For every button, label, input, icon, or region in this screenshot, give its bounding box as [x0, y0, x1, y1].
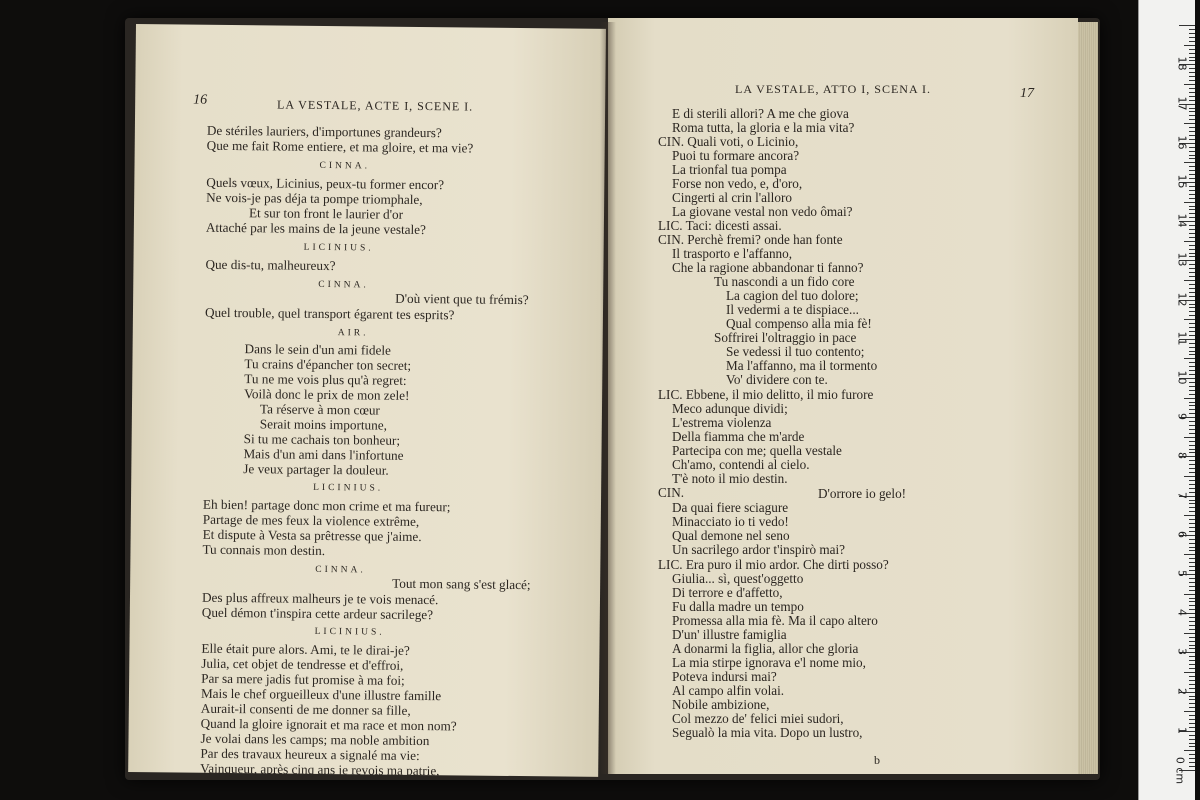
right-page-number: 17 — [1020, 86, 1034, 101]
ruler-tick — [1189, 327, 1195, 328]
text-line: Vainqueur, après cinq ans je revois ma patrie, — [200, 760, 440, 779]
ruler-tick — [1189, 413, 1195, 414]
ruler-tick — [1189, 382, 1195, 383]
ruler-tick — [1189, 598, 1195, 599]
text-line: Julia, cet objet de tendresse et d'effroi, — [201, 655, 404, 673]
ruler-tick — [1189, 96, 1195, 97]
text-line: Forse non vedo, e, d'oro, — [672, 176, 803, 191]
text-line: Da quai fiere sciagure — [672, 500, 789, 515]
ruler-tick — [1189, 511, 1195, 512]
speaker-label: AIR. — [337, 328, 369, 339]
ruler-tick — [1189, 209, 1195, 210]
ruler-tick — [1189, 629, 1195, 630]
text-line: Vo' dividere con te. — [726, 372, 828, 387]
ruler-tick — [1189, 390, 1195, 391]
ruler-tick — [1184, 711, 1195, 712]
text-line: Segualò la mia vita. Dopo un lustro, — [672, 725, 863, 740]
text-line: Quand la gloire ignorait et ma race et mon nom? — [200, 715, 457, 734]
ruler-tick — [1189, 57, 1195, 58]
ruler-tick — [1189, 452, 1195, 453]
text-line: Tu nascondi a un fido core — [714, 274, 855, 289]
ruler-tick — [1184, 162, 1195, 163]
ruler-tick — [1189, 253, 1195, 254]
text-line: Et sur ton front le laurier d'or — [248, 205, 404, 222]
text-line: Tu connais mon destin. — [202, 541, 326, 559]
ruler-number: 1 — [1175, 726, 1189, 734]
speaker-label: LICINIUS. — [313, 482, 384, 494]
ruler-tick — [1189, 676, 1195, 677]
ruler-tick — [1189, 217, 1195, 218]
ruler-tick — [1189, 641, 1195, 642]
ruler-number: 15 — [1175, 174, 1189, 189]
text-line: LIC. Era puro il mio ardor. Che dirti posso? — [658, 557, 889, 572]
ruler-tick — [1184, 476, 1195, 477]
ruler-tick — [1189, 335, 1195, 336]
ruler-tick — [1189, 155, 1195, 156]
ruler-tick — [1189, 178, 1195, 179]
text-line: Tu crains d'épancher ton secret; — [244, 356, 412, 373]
ruler-tick — [1184, 358, 1195, 359]
ruler-number: 7 — [1175, 491, 1189, 499]
ruler-tick — [1189, 119, 1195, 120]
ruler-tick — [1189, 343, 1195, 344]
ruler-tick — [1189, 108, 1195, 109]
ruler-tick — [1189, 460, 1195, 461]
ruler-tick — [1189, 111, 1195, 112]
page-edges — [1078, 22, 1098, 774]
ruler-tick — [1189, 362, 1195, 363]
ruler-tick — [1189, 445, 1195, 446]
text-line: Qual compenso alla mia fè! — [726, 316, 872, 331]
speaker-label: CINNA. — [319, 160, 371, 172]
right-page — [608, 18, 1078, 774]
text-line: Partage de mes feux la violence extrême, — [202, 511, 420, 529]
ruler-tick — [1184, 280, 1195, 281]
ruler-tick — [1189, 480, 1195, 481]
text-line: D'orrore io gelo! — [818, 486, 907, 501]
ruler-tick — [1189, 37, 1195, 38]
text-line: Je volai dans les camps; ma noble ambition — [200, 730, 430, 749]
speaker-label: LICINIUS. — [303, 242, 374, 254]
ruler-tick — [1189, 601, 1195, 602]
ruler-tick — [1189, 198, 1195, 199]
text-line: Promessa alla mia fè. Ma il capo altero — [672, 613, 878, 628]
ruler-tick — [1189, 684, 1195, 685]
ruler-tick — [1184, 437, 1195, 438]
ruler-tick — [1189, 703, 1195, 704]
ruler-number: 13 — [1175, 252, 1189, 267]
text-line: Je veux partager la douleur. — [243, 461, 389, 478]
text-line: Eh bien! partage donc mon crime et ma fureur; — [202, 496, 451, 515]
ruler-tick — [1189, 402, 1195, 403]
ruler-number: 3 — [1175, 648, 1189, 656]
ruler-number: 5 — [1175, 570, 1189, 577]
ruler-tick — [1189, 527, 1195, 528]
ruler-tick — [1189, 570, 1195, 571]
ruler-tick — [1189, 307, 1195, 308]
ruler-number: 9 — [1175, 413, 1189, 421]
ruler-tick — [1189, 425, 1195, 426]
text-line: Par des travaux heureux a signalé ma vie: — [200, 745, 420, 764]
ruler-tick — [1189, 519, 1195, 520]
ruler-number: 8 — [1175, 452, 1189, 460]
ruler-tick — [1189, 394, 1195, 395]
ruler-tick — [1189, 586, 1195, 587]
ruler-tick — [1189, 582, 1195, 583]
text-line: CIN. Quali voti, o Licinio, — [658, 134, 799, 149]
ruler-number: 10 — [1175, 370, 1189, 385]
ruler-tick — [1189, 715, 1195, 716]
left-page — [128, 24, 606, 777]
text-line: Quel démon t'inspira cette ardeur sacrilege? — [201, 604, 434, 623]
text-line: Mais d'un ami dans l'infortune — [243, 446, 404, 463]
text-line: Se vedessi il tuo contento; — [726, 344, 865, 359]
ruler-tick — [1184, 515, 1195, 516]
ruler-tick — [1189, 696, 1195, 697]
text-line: Quel trouble, quel transport égarent tes esprits? — [204, 304, 455, 323]
ruler-tick — [1189, 72, 1195, 73]
ruler-tick — [1189, 468, 1195, 469]
ruler-tick — [1189, 531, 1195, 532]
ruler-tick — [1189, 135, 1195, 136]
ruler-tick — [1189, 29, 1195, 30]
ruler-tick — [1189, 331, 1195, 332]
ruler-tick — [1189, 249, 1195, 250]
text-line: E di sterili allori? A me che giova — [672, 106, 849, 121]
ruler-tick — [1189, 645, 1195, 646]
ruler-number: 14 — [1175, 213, 1189, 228]
ruler-tick — [1189, 539, 1195, 540]
text-line: CIN. — [658, 485, 685, 500]
text-line: Meco adunque dividi; — [672, 401, 788, 416]
ruler-tick — [1189, 272, 1195, 273]
text-line: Ma l'affanno, ma il tormento — [726, 358, 878, 373]
ruler-tick — [1184, 633, 1195, 634]
text-line: Si tu me cachais ton bonheur; — [243, 431, 401, 448]
speaker-label: CINNA. — [315, 564, 366, 576]
ruler-tick — [1189, 229, 1195, 230]
ruler-tick — [1189, 225, 1195, 226]
ruler-tick — [1189, 206, 1195, 207]
text-line: Minacciato io ti vedo! — [672, 514, 789, 529]
ruler-number: 18 — [1175, 56, 1189, 71]
ruler-tick — [1189, 523, 1195, 524]
ruler-tick — [1189, 621, 1195, 622]
ruler-tick — [1189, 323, 1195, 324]
ruler-tick — [1189, 566, 1195, 567]
ruler-tick — [1189, 100, 1195, 101]
ruler-tick — [1189, 166, 1195, 167]
text-line: Dans le sein d'un ami fidele — [244, 341, 391, 358]
ruler-tick — [1189, 49, 1195, 50]
text-line: Della fiamma che m'arde — [672, 429, 805, 444]
ruler-tick — [1189, 664, 1195, 665]
speaker-label: LICINIUS. — [314, 626, 385, 638]
ruler-tick — [1189, 76, 1195, 77]
ruler-tick — [1189, 131, 1195, 132]
text-line: Qual demone nel seno — [672, 528, 790, 543]
ruler-tick — [1184, 554, 1195, 555]
text-line: De stériles lauriers, d'importunes grandeurs? — [206, 122, 442, 141]
ruler-tick — [1189, 33, 1195, 34]
ruler-tick — [1189, 53, 1195, 54]
text-line: Aurait-il consenti de me donner sa fille, — [200, 700, 411, 718]
ruler-tick — [1184, 241, 1195, 242]
text-line: Il vedermi a te dispiace... — [726, 302, 859, 317]
text-line: Que me fait Rome entiere, et ma gloire, et ma vie? — [206, 137, 474, 156]
ruler-tick — [1189, 311, 1195, 312]
text-line: Serait moins importune, — [259, 416, 388, 433]
text-line: Che la ragione abbandonar ti fanno? — [672, 260, 864, 275]
ruler-tick — [1189, 351, 1195, 352]
ruler-tick — [1189, 174, 1195, 175]
text-line: Fu dalla madre un tempo — [672, 599, 804, 614]
ruler-number: 11 — [1175, 331, 1189, 346]
text-line: L'estrema violenza — [672, 415, 772, 430]
ruler-tick — [1189, 758, 1195, 759]
ruler-tick — [1189, 370, 1195, 371]
text-line: La cagion del tuo dolore; — [726, 288, 859, 303]
ruler-tick — [1189, 354, 1195, 355]
ruler-tick — [1189, 405, 1195, 406]
ruler-tick — [1189, 625, 1195, 626]
text-line: CIN. Perchè fremi? onde han fonte — [658, 232, 843, 247]
ruler-tick — [1189, 127, 1195, 128]
ruler-tick — [1189, 213, 1195, 214]
text-line: Soffrirei l'oltraggio in pace — [714, 330, 857, 345]
ruler-tick — [1189, 648, 1195, 649]
text-line: Tout mon sang s'est glacé; — [392, 575, 531, 593]
text-line: Ch'amo, contendi al cielo. — [672, 457, 810, 472]
ruler-tick — [1189, 699, 1195, 700]
ruler-tick — [1189, 735, 1195, 736]
text-line: Un sacrilego ardor t'inspirò mai? — [672, 542, 846, 557]
ruler-tick — [1189, 550, 1195, 551]
ruler-tick — [1189, 147, 1195, 148]
ruler-tick — [1189, 543, 1195, 544]
ruler-tick — [1189, 766, 1195, 767]
ruler-tick — [1189, 719, 1195, 720]
ruler-tick — [1189, 488, 1195, 489]
text-line: Elle était pure alors. Ami, te le dirai-je? — [201, 640, 410, 658]
text-line: Attaché par les mains de la jeune vestale? — [205, 219, 427, 238]
ruler-tick — [1189, 558, 1195, 559]
ruler-tick — [1189, 315, 1195, 316]
ruler-tick — [1189, 507, 1195, 508]
text-line: Cingerti al crin l'alloro — [672, 190, 792, 205]
ruler-tick — [1189, 347, 1195, 348]
text-line: Il trasporto e l'affanno, — [672, 246, 793, 261]
ruler-tick — [1189, 237, 1195, 238]
ruler-number: 6 — [1175, 530, 1189, 538]
ruler-tick — [1189, 562, 1195, 563]
ruler-tick — [1189, 429, 1195, 430]
ruler-number: 16 — [1175, 135, 1189, 150]
text-line: La giovane vestal non vedo ômai? — [672, 204, 853, 219]
left-page-header: LA VESTALE, ACTE I, SCENE I. — [277, 97, 474, 114]
ruler-tick — [1189, 366, 1195, 367]
ruler-tick — [1189, 472, 1195, 473]
ruler-tick — [1189, 590, 1195, 591]
text-line: Ta réserve à mon cœur — [259, 401, 380, 418]
ruler-tick — [1184, 202, 1195, 203]
ruler-tick — [1189, 500, 1195, 501]
text-line: Partecipa con me; quella vestale — [672, 443, 842, 458]
ruler-tick — [1189, 680, 1195, 681]
ruler-tick — [1189, 739, 1195, 740]
text-line: Voilà donc le prix de mon zele! — [244, 386, 410, 403]
ruler-tick — [1189, 88, 1195, 89]
ruler-tick — [1189, 245, 1195, 246]
text-line: T'è noto il mio destin. — [672, 471, 788, 486]
measuring-ruler — [1138, 0, 1195, 800]
text-line: Giulia... sì, quest'oggetto — [672, 571, 804, 586]
ruler-tick — [1189, 92, 1195, 93]
ruler-tick — [1189, 762, 1195, 763]
ruler-tick — [1184, 319, 1195, 320]
ruler-number: 2 — [1175, 687, 1189, 695]
ruler-tick — [1189, 754, 1195, 755]
ruler-unit-label: 0 cm — [1173, 756, 1187, 785]
ruler-tick — [1184, 398, 1195, 399]
ruler-tick — [1189, 547, 1195, 548]
ruler-tick — [1189, 668, 1195, 669]
ruler-number: 12 — [1175, 292, 1189, 307]
text-line: Des plus affreux malheurs je te vois menacé. — [201, 589, 439, 608]
text-line: Quels vœux, Licinius, peux-tu former encor? — [206, 174, 445, 193]
ruler-tick — [1189, 151, 1195, 152]
ruler-tick — [1189, 374, 1195, 375]
right-page-header: LA VESTALE, ATTO I, SCENA I. — [735, 82, 931, 96]
ruler-tick — [1189, 41, 1195, 42]
ruler-tick — [1189, 409, 1195, 410]
ruler-tick — [1189, 492, 1195, 493]
ruler-tick — [1189, 80, 1195, 81]
ruler-tick — [1184, 750, 1195, 751]
ruler-tick — [1189, 386, 1195, 387]
ruler-tick — [1189, 60, 1195, 61]
ruler-tick — [1189, 284, 1195, 285]
ruler-tick — [1189, 743, 1195, 744]
text-line: Nobile ambizione, — [672, 697, 770, 712]
ruler-tick — [1189, 746, 1195, 747]
text-line: La trionfal tua pompa — [672, 162, 787, 177]
ruler-tick — [1189, 727, 1195, 728]
ruler-tick — [1189, 186, 1195, 187]
text-line: LIC. Taci: dicesti assai. — [658, 218, 782, 233]
ruler-tick — [1189, 158, 1195, 159]
text-line: Col mezzo de' felici miei sudori, — [672, 711, 844, 726]
ruler-tick — [1189, 288, 1195, 289]
ruler-tick — [1184, 672, 1195, 673]
text-line: Roma tutta, la gloria e la mia vita? — [672, 120, 855, 135]
ruler-tick — [1189, 304, 1195, 305]
ruler-tick — [1189, 115, 1195, 116]
text-line: Mais le chef orgueilleux d'une illustre famille — [200, 685, 442, 704]
speaker-label: CINNA. — [318, 279, 369, 291]
text-line: Poteva indursi mai? — [672, 669, 777, 684]
ruler-tick — [1189, 707, 1195, 708]
text-line: Que dis-tu, malheureux? — [205, 256, 336, 274]
ruler-tick — [1189, 441, 1195, 442]
ruler-number: 4 — [1175, 609, 1189, 617]
left-page-text — [135, 122, 605, 779]
text-line: D'où vient que tu frémis? — [395, 290, 529, 308]
ruler-tick — [1189, 660, 1195, 661]
ruler-tick — [1189, 609, 1195, 610]
ruler-tick — [1189, 688, 1195, 689]
ruler-tick — [1189, 139, 1195, 140]
text-line: La mia stirpe ignorava e'l nome mio, — [672, 655, 866, 670]
text-line: Ne vois-je pas déja ta pompe triomphale, — [206, 189, 423, 208]
ruler-tick — [1184, 84, 1195, 85]
ruler-tick — [1189, 190, 1195, 191]
left-page-number: 16 — [193, 92, 208, 108]
ruler-tick — [1189, 170, 1195, 171]
ruler-tick — [1189, 256, 1195, 257]
ruler-tick — [1189, 433, 1195, 434]
book-gutter — [600, 22, 616, 774]
ruler-tick — [1189, 617, 1195, 618]
ruler-tick — [1189, 276, 1195, 277]
text-line: Al campo alfin volai. — [672, 683, 785, 698]
ruler-tick — [1189, 449, 1195, 450]
ruler-tick — [1179, 25, 1195, 26]
ruler-tick — [1189, 464, 1195, 465]
ruler-number: 17 — [1175, 96, 1189, 111]
text-line: A donarmi la figlia, allor che gloria — [672, 641, 859, 656]
ruler-tick — [1189, 723, 1195, 724]
ruler-tick — [1189, 503, 1195, 504]
ruler-tick — [1189, 194, 1195, 195]
ruler-tick — [1184, 45, 1195, 46]
ruler-tick — [1184, 123, 1195, 124]
text-line: D'un' illustre famiglia — [672, 627, 787, 642]
text-line: Puoi tu formare ancora? — [672, 148, 800, 163]
ruler-tick — [1189, 268, 1195, 269]
signature-mark: b — [874, 753, 880, 767]
ruler-tick — [1189, 605, 1195, 606]
text-line: Tu ne me vois plus qu'à regret: — [244, 371, 407, 388]
ruler-tick — [1189, 233, 1195, 234]
ruler-tick — [1184, 594, 1195, 595]
text-line: Di terrore e d'affetto, — [672, 585, 783, 600]
ruler-tick — [1189, 264, 1195, 265]
ruler-tick — [1189, 421, 1195, 422]
ruler-tick — [1189, 292, 1195, 293]
ruler-tick — [1189, 637, 1195, 638]
ruler-tick — [1189, 68, 1195, 69]
ruler-tick — [1189, 578, 1195, 579]
ruler-tick — [1189, 656, 1195, 657]
ruler-tick — [1189, 484, 1195, 485]
ruler-tick — [1189, 296, 1195, 297]
text-line: Et dispute à Vesta sa prêtresse que j'aime. — [202, 526, 422, 545]
text-line: Par sa mere jadis fut promise à ma foi; — [201, 670, 405, 688]
text-line: LIC. Ebbene, il mio delitto, il mio furore — [658, 387, 874, 402]
